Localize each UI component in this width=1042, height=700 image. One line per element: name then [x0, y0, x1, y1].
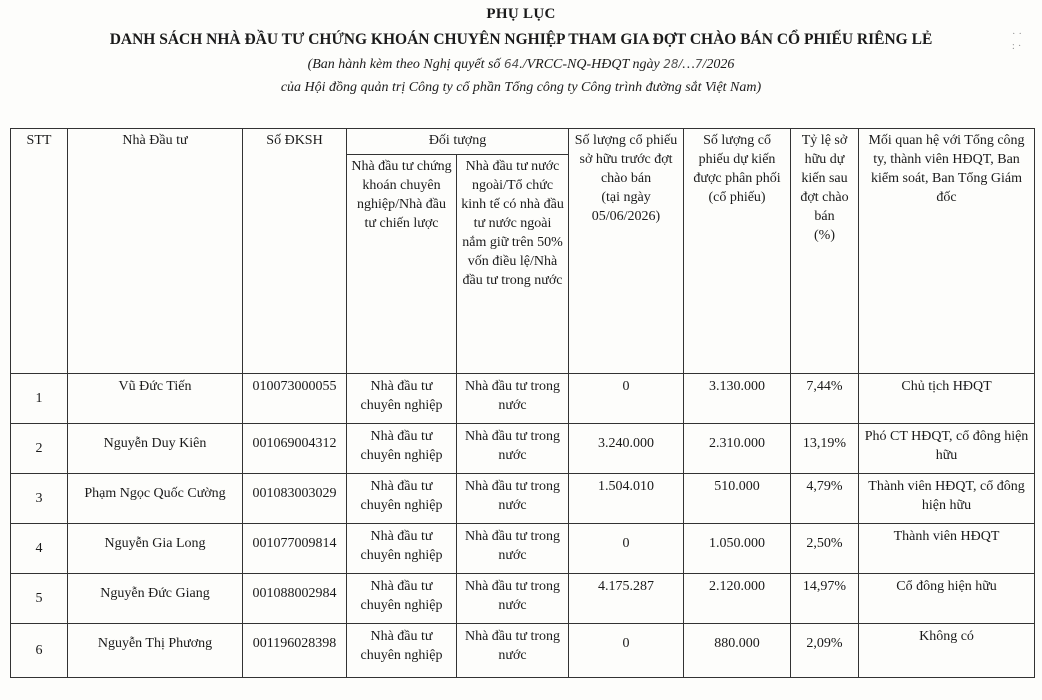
resolution-number: 64 [503, 57, 520, 71]
cell-origin: Nhà đầu tư trong nước [457, 524, 569, 574]
cell-relationship: Phó CT HĐQT, cổ đông hiện hữu [859, 424, 1035, 474]
cell-relationship: Không có [859, 624, 1035, 678]
cell-shares-before: 0 [569, 624, 684, 678]
table-row [11, 424, 1035, 474]
cell-origin: Nhà đầu tư trong nước [457, 424, 569, 474]
cell-shares-before: 0 [569, 374, 684, 424]
table-row [11, 374, 1035, 424]
cell-stt: 4 [11, 524, 68, 574]
cell-investor-name: Vũ Đức Tiến [68, 374, 243, 424]
issued-day: 28 [663, 57, 679, 71]
cell-stt: 1 [11, 374, 68, 424]
table-row [11, 574, 1035, 624]
header-reg-no: Số ĐKSH [243, 129, 347, 374]
header-shares-allotted-unit: (cổ phiếu) [708, 190, 766, 205]
cell-ownership: 13,19% [791, 424, 859, 474]
corner-scribble: · · : · [1011, 28, 1022, 52]
cell-origin: Nhà đầu tư trong nước [457, 624, 569, 678]
cell-type: Nhà đầu tư chuyên nghiệp [347, 424, 457, 474]
issued-line: (Ban hành kèm theo Nghị quyết số 64./VRCC-NQ-HĐQT ngày 28/…7/2026 [307, 57, 735, 72]
cell-relationship: Cổ đông hiện hữu [859, 574, 1035, 624]
cell-shares-allotted: 510.000 [684, 474, 791, 524]
cell-origin: Nhà đầu tư trong nước [457, 374, 569, 424]
table-row [11, 474, 1035, 524]
header-shares-before-label: Số lượng cổ phiếu sở hữu trước đợt chào bán [574, 133, 678, 186]
cell-shares-before: 3.240.000 [569, 424, 684, 474]
header-category-pro: Nhà đầu tư chứng khoán chuyên nghiệp/Nhà đầu tư chiến lược [347, 155, 457, 374]
cell-stt: 2 [11, 424, 68, 474]
cell-shares-before: 0 [569, 524, 684, 574]
cell-ownership: 2,09% [791, 624, 859, 678]
header-category-foreign: Nhà đầu tư nước ngoài/Tổ chức kinh tế có nhà đầu tư nước ngoài nắm giữ trên 50% vốn điều lệ/Nhà đầu tư trong nước [457, 155, 569, 374]
cell-relationship: Thành viên HĐQT, cổ đông hiện hữu [859, 474, 1035, 524]
cell-ownership: 2,50% [791, 524, 859, 574]
cell-reg-no: 001069004312 [243, 424, 347, 474]
cell-stt: 6 [11, 624, 68, 678]
cell-investor-name: Phạm Ngọc Quốc Cường [68, 474, 243, 524]
cell-ownership: 4,79% [791, 474, 859, 524]
cell-type: Nhà đầu tư chuyên nghiệp [347, 624, 457, 678]
header-shares-before-date: (tại ngày 05/06/2026) [591, 190, 661, 224]
table-row [11, 524, 1035, 574]
cell-ownership: 14,97% [791, 574, 859, 624]
cell-stt: 5 [11, 574, 68, 624]
header-ownership-label: Tỷ lệ sở hữu dự kiến sau đợt chào bán [800, 133, 849, 224]
header-shares-before [569, 129, 684, 374]
investor-table [10, 128, 1035, 678]
cell-shares-allotted: 3.130.000 [684, 374, 791, 424]
appendix-title: PHỤ LỤC [486, 6, 556, 22]
cell-investor-name: Nguyễn Duy Kiên [68, 424, 243, 474]
cell-relationship: Chủ tịch HĐQT [859, 374, 1035, 424]
cell-investor-name: Nguyễn Đức Giang [68, 574, 243, 624]
issued-month: 7 [694, 57, 703, 71]
issuer-line: của Hội đồng quản trị Công ty cổ phần Tổng công ty Công trình đường sắt Việt Nam) [280, 80, 762, 95]
header-ownership [791, 129, 859, 374]
document-subtitle: DANH SÁCH NHÀ ĐẦU TƯ CHỨNG KHOÁN CHUYÊN NGHIỆP THAM GIA ĐỢT CHÀO BÁN CỔ PHIẾU RIÊNG LẺ [109, 31, 933, 48]
cell-reg-no: 001077009814 [243, 524, 347, 574]
cell-type: Nhà đầu tư chuyên nghiệp [347, 374, 457, 424]
issued-mid: ./VRCC-NQ-HĐQT ngày [519, 57, 664, 72]
cell-ownership: 7,44% [791, 374, 859, 424]
cell-relationship: Thành viên HĐQT [859, 524, 1035, 574]
cell-shares-before: 4.175.287 [569, 574, 684, 624]
cell-origin: Nhà đầu tư trong nước [457, 474, 569, 524]
cell-type: Nhà đầu tư chuyên nghiệp [347, 574, 457, 624]
issued-prefix: (Ban hành kèm theo Nghị quyết số [307, 57, 504, 72]
header-shares-allotted [684, 129, 791, 374]
header-investor: Nhà Đầu tư [68, 129, 243, 374]
cell-shares-before: 1.504.010 [569, 474, 684, 524]
cell-type: Nhà đầu tư chuyên nghiệp [347, 474, 457, 524]
cell-shares-allotted: 880.000 [684, 624, 791, 678]
cell-origin: Nhà đầu tư trong nước [457, 574, 569, 624]
cell-shares-allotted: 1.050.000 [684, 524, 791, 574]
header-ownership-unit: (%) [814, 228, 836, 243]
header-stt: STT [11, 129, 68, 374]
table-row [11, 624, 1035, 678]
cell-investor-name: Nguyễn Thị Phương [68, 624, 243, 678]
cell-stt: 3 [11, 474, 68, 524]
cell-reg-no: 010073000055 [243, 374, 347, 424]
cell-investor-name: Nguyễn Gia Long [68, 524, 243, 574]
header-shares-allotted-label: Số lượng cổ phiếu dự kiến được phân phối [693, 133, 781, 186]
cell-reg-no: 001088002984 [243, 574, 347, 624]
issued-suffix: /2026 [702, 57, 735, 72]
cell-reg-no: 001083003029 [243, 474, 347, 524]
header-category: Đối tượng [347, 129, 569, 155]
cell-reg-no: 001196028398 [243, 624, 347, 678]
cell-shares-allotted: 2.120.000 [684, 574, 791, 624]
cell-shares-allotted: 2.310.000 [684, 424, 791, 474]
cell-type: Nhà đầu tư chuyên nghiệp [347, 524, 457, 574]
header-relationship: Mối quan hệ với Tổng công ty, thành viên HĐQT, Ban kiểm soát, Ban Tổng Giám đốc [859, 129, 1035, 374]
